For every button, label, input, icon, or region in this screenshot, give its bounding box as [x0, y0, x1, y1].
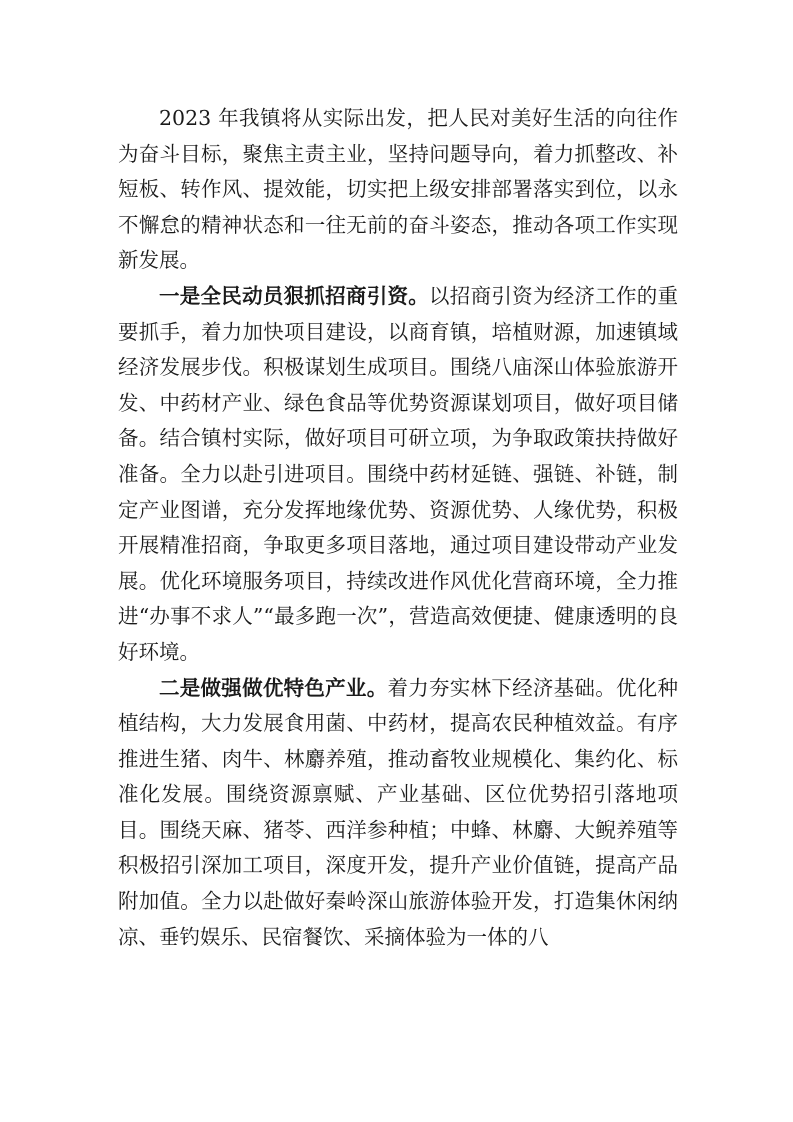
paragraph-industry: [118, 671, 678, 956]
paragraph-investment-text: 以招商引资为经济工作的重要抓手，着力加快项目建设，以商育镇，培植财源，加速镇域经济发展步伐。积极谋划生成项目。围绕八庙深山体验旅游开发、中药材产业、绿色食品等优势资源谋划项目，做好项目储备。结合镇村实际，做好项目可研立项，为争取政策扶持做好准备。全力以赴引进项目。围绕中药材延链、强链、补链，制定产业图谱，充分发挥地缘优势、资源优势、人缘优势，积极开展精准招商，争取更多项目落地，通过项目建设带动产业发展。优化环境服务项目，持续改进作风优化营商环境，全力推进“办事不求人”“最多跑一次”，营造高效便捷、健康透明的良好环境。: [118, 283, 679, 664]
paragraph-intro-text: 2023 年我镇将从实际出发，把人民对美好生活的向往作为奋斗目标，聚焦主责主业，坚持问题导向，着力抓整改、补短板、转作风、提效能，切实把上级安排部署落实到位，以永不懈怠的精神状态和一往无前的奋斗姿态，推动各项工作实现新发展。: [118, 106, 678, 273]
paragraph-intro: [118, 101, 678, 279]
paragraph-investment-heading: 一是全民动员狠抓招商引资。: [159, 283, 430, 308]
paragraph-investment: [118, 279, 678, 671]
paragraph-industry-heading: 二是做强做优特色产业。: [159, 675, 388, 700]
document-body: [118, 101, 678, 955]
paragraph-industry-text: 着力夯实林下经济基础。优化种植结构，大力发展食用菌、中药材，提高农民种植效益。有序推进生猪、肉牛、林麝养殖，推动畜牧业规模化、集约化、标准化发展。围绕资源禀赋、产业基础、区位优势招引落地项目。围绕天麻、猪苓、西洋参种植；中蜂、林麝、大鲵养殖等积极招引深加工项目，深度开发，提升产业价值链，提高产品附加值。全力以赴做好秦岭深山旅游体验开发，打造集休闲纳凉、垂钓娱乐、民宿餐饮、采摘体验为一体的八: [118, 675, 679, 949]
